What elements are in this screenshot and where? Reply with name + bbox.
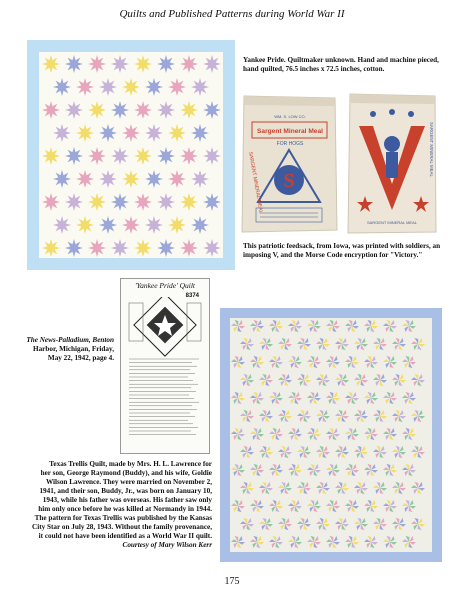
caption-texas-line-4: 1941, and their son, Buddy, Jr., was born on January 10, bbox=[39, 487, 212, 495]
caption-texas-line-1: Texas Trellis Quilt, made by Mrs. H. L. Lawrence for bbox=[49, 460, 212, 468]
caption-newspaper-line-1: The News-Palladium, Benton bbox=[26, 336, 114, 344]
feedsack-photo-left bbox=[238, 92, 341, 236]
sack1-brand: Sargent Mineral Meal bbox=[257, 128, 323, 135]
newspaper-clipping bbox=[120, 278, 210, 454]
caption-texas-courtesy: Courtesy of Mary Wilson Kerr bbox=[122, 541, 212, 549]
sack1-side-text: SARGENT MINERAL MEAL bbox=[247, 151, 264, 214]
svg-text:S: S bbox=[283, 170, 295, 192]
caption-newspaper bbox=[10, 336, 114, 363]
caption-texas-trellis bbox=[20, 460, 212, 550]
caption-texas-line-2: her son, George Raymond (Buddy), and his wife, Goldie bbox=[40, 469, 212, 477]
running-header: Quilts and Published Patterns during World War II bbox=[119, 8, 345, 20]
feedsack-right-illustration bbox=[345, 92, 440, 236]
caption-texas-line-3: Wilson Lawrence. They were married on November 2, bbox=[45, 478, 212, 486]
clipping-title: 'Yankee Pride' Quilt bbox=[134, 281, 195, 290]
caption-texas-line-7: The pattern for Texas Trellis was published by the Kansas bbox=[34, 514, 212, 522]
caption-newspaper-line-2: Harbor, Michigan, Friday, bbox=[33, 345, 114, 353]
sack1-brand-sub: FOR HOGS bbox=[276, 141, 304, 147]
clipping-pattern-number: 8374 bbox=[185, 293, 199, 299]
yankee-pride-quilt-photo bbox=[27, 40, 235, 270]
caption-texas-line-9: it could not have been identified as a World War II quilt. bbox=[38, 532, 212, 540]
page-number: 175 bbox=[224, 576, 240, 587]
sack2-side-text: SARGENT MINERAL MEAL bbox=[429, 122, 434, 177]
caption-texas-line-8: City Star on July 28, 1943. Without the family provenance, bbox=[32, 523, 212, 531]
caption-texas-line-6: him only once before he was killed at Normandy in 1944. bbox=[38, 505, 212, 513]
feedsack-left-illustration bbox=[238, 92, 341, 236]
caption-feedsack: This patriotic feedsack, from Iowa, was printed with soldiers, an imposing V, and the Morse Code encryption for "Victory." bbox=[243, 242, 441, 259]
texas-trellis-quilt-photo bbox=[220, 308, 442, 562]
caption-texas-line-5: 1943, while his father was overseas. His father saw only bbox=[42, 496, 212, 504]
sack2-bottom-text: SARGENT MINERAL MEAL bbox=[366, 220, 418, 225]
caption-yankee-pride: Yankee Pride. Quiltmaker unknown. Hand and machine pieced, hand quilted, 76.5 inches x 72.5 inches, cotton. bbox=[243, 56, 439, 73]
clipping-illustration bbox=[121, 297, 209, 447]
yankee-pride-quilt-illustration bbox=[27, 40, 235, 270]
sack1-top-text: WM. S. LOW CO. bbox=[274, 114, 306, 119]
texas-trellis-quilt-illustration bbox=[220, 308, 442, 562]
feedsack-photo-right bbox=[345, 92, 440, 236]
caption-newspaper-line-3: May 22, 1942, page 4. bbox=[47, 354, 114, 362]
